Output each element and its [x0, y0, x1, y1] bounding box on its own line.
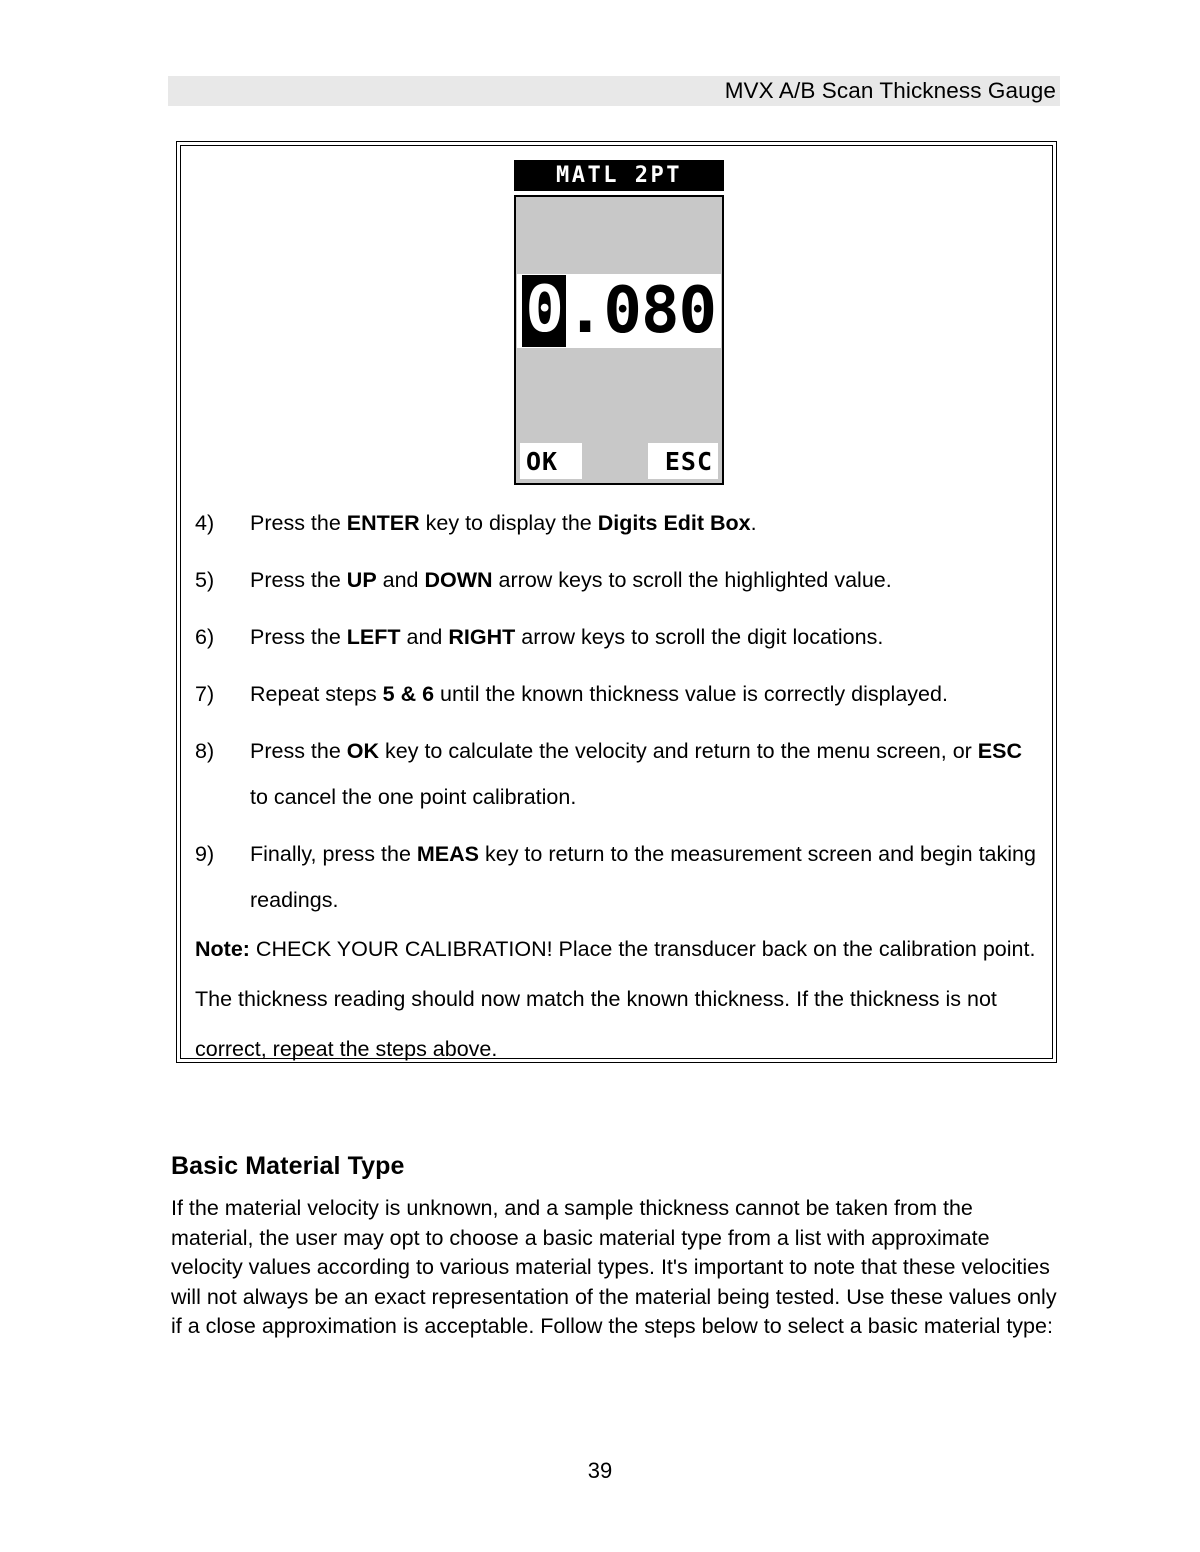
step-fragment: Press the [250, 739, 347, 763]
procedure-step [195, 728, 1042, 820]
step-number: 8) [195, 739, 215, 763]
step-text [250, 500, 1042, 546]
lcd-ok-button[interactable]: OK [520, 443, 582, 479]
step-fragment: key to display the [419, 511, 598, 535]
step-keyword: DOWN [424, 568, 493, 592]
highlighted-digit: 0 [522, 275, 566, 347]
step-fragment: Finally, press the [250, 842, 417, 866]
step-keyword: ESC [977, 739, 1023, 763]
step-text [250, 728, 1042, 820]
step-keyword: Digits Edit Box [597, 511, 751, 535]
step-fragment: to cancel the one point calibration. [250, 785, 577, 809]
step-fragment: Press the [250, 568, 347, 592]
step-keyword: 5 & 6 [382, 682, 435, 706]
step-text [250, 614, 1042, 660]
step-fragment: arrow keys to scroll the highlighted value. [492, 568, 892, 592]
procedure-step [195, 831, 1042, 923]
section-body-paragraph: If the material velocity is unknown, and a sample thickness cannot be taken from the material, the user may opt to choose a basic material type from a list with approximate velocity values according to various material types. It's important to note that these velocities will not always be an exact representation of the material being tested. Use these values only if a close approximation is acceptable. Follow the steps below to select a basic material type: [171, 1196, 1057, 1339]
step-fragment: arrow keys to scroll the digit locations. [515, 625, 884, 649]
step-fragment: Press the [250, 625, 347, 649]
step-fragment: key to return to the measurement screen and begin taking readings. [250, 842, 1036, 912]
page-header [168, 76, 1060, 106]
procedure-step [195, 671, 1042, 717]
step-keyword: MEAS [416, 842, 480, 866]
lcd-title-bar: MATL 2PT [514, 160, 724, 191]
step-number: 4) [195, 511, 215, 535]
step-number: 9) [195, 842, 215, 866]
instruction-frame [176, 141, 1057, 1063]
step-fragment: Repeat steps [250, 682, 383, 706]
step-text [250, 671, 1042, 717]
note-paragraph [195, 924, 1040, 1074]
lcd-body [514, 195, 724, 485]
page-header-title: MVX A/B Scan Thickness Gauge [724, 78, 1056, 103]
lcd-esc-button[interactable]: ESC [648, 443, 718, 479]
procedure-step [195, 500, 1042, 546]
page-number: 39 [587, 1458, 613, 1483]
procedure-step [195, 614, 1042, 660]
step-keyword: LEFT [346, 625, 401, 649]
step-fragment: key to calculate the velocity and return to the menu screen, or [379, 739, 978, 763]
step-number: 7) [195, 682, 215, 706]
note-text: CHECK YOUR CALIBRATION! Place the transducer back on the calibration point. The thickness reading should now match the known thickness. If the thickness is not correct, repeat the steps above. [195, 937, 1036, 1061]
remaining-digits: .080 [565, 274, 716, 348]
section-heading: Basic Material Type [171, 1152, 405, 1180]
procedure-step-list [195, 500, 1042, 934]
procedure-step [195, 557, 1042, 603]
thickness-value [522, 275, 716, 347]
step-fragment: until the known thickness value is correctly displayed. [434, 682, 948, 706]
digits-edit-box [517, 274, 721, 348]
step-text [250, 831, 1042, 923]
step-fragment: Press the [250, 511, 347, 535]
step-number: 5) [195, 568, 215, 592]
step-fragment: and [376, 568, 425, 592]
step-fragment: . [750, 511, 757, 535]
step-fragment: and [400, 625, 449, 649]
step-keyword: UP [346, 568, 377, 592]
step-keyword: ENTER [346, 511, 420, 535]
note-label: Note: [195, 937, 250, 961]
step-number: 6) [195, 625, 215, 649]
step-keyword: RIGHT [448, 625, 516, 649]
step-keyword: OK [346, 739, 380, 763]
step-text [250, 557, 1042, 603]
device-screen-illustration [514, 160, 724, 485]
